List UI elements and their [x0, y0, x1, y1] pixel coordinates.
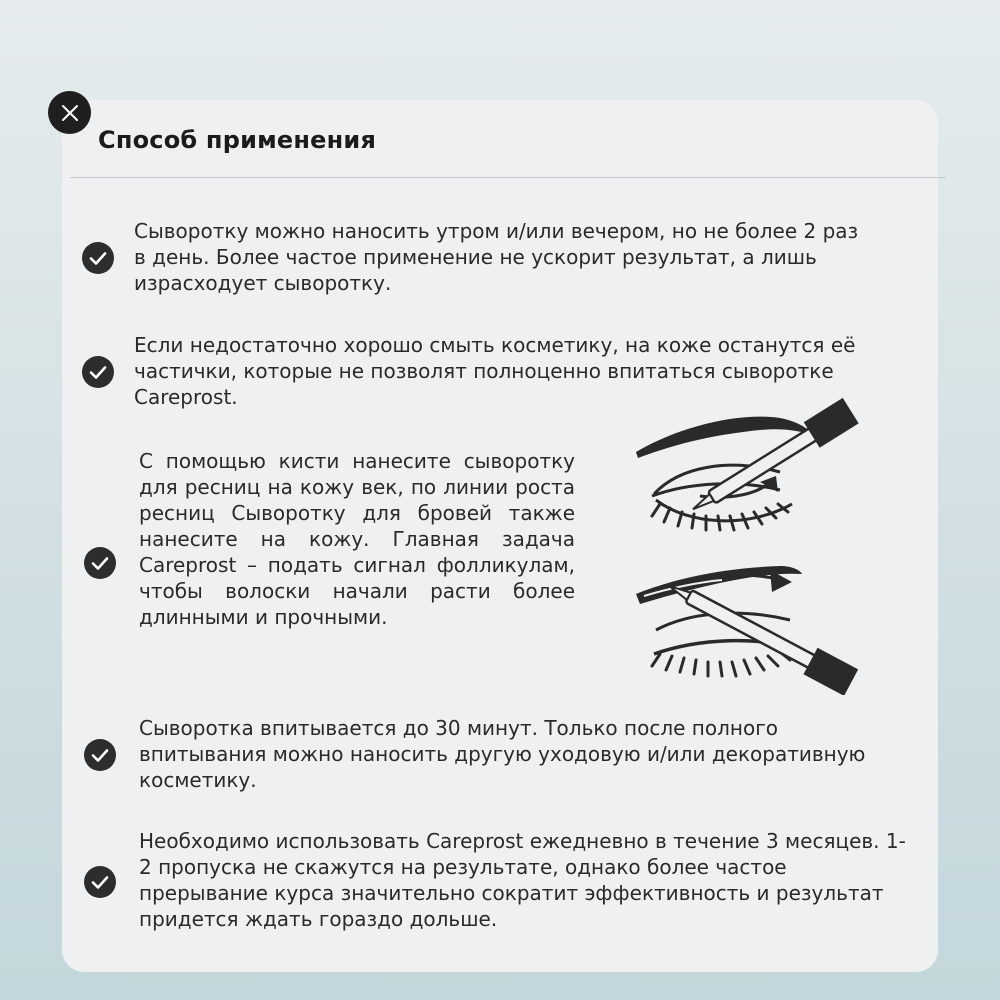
step-4-text: Сыворотка впитывается до 30 минут. Только после полного впитывания можно наносить другую уходовую и/или декоративную косметику. [139, 716, 866, 792]
brow-serum-application-illustration [630, 550, 870, 695]
check-circle-icon [84, 866, 116, 898]
step-2-text: Если недостаточно хорошо смыть косметику, на коже останутся её частички, которые не позволят полноценно впитаться сыворотке Careprost. [134, 333, 856, 409]
step-1-text: Сыворотку можно наносить утром и/или вечером, но не более 2 раз в день. Более частое применение не ускорит результат, а лишь израсходует сыворотку. [134, 219, 859, 295]
dialog-title: Способ применения [98, 126, 377, 154]
close-icon [60, 103, 80, 123]
title-divider [70, 177, 946, 178]
check-circle-icon [84, 547, 116, 579]
step-3-text: С помощью кисти нанесите сыворотку для ресниц на кожу век, по линии роста ресниц Сыворотку для бровей также нанесите на кожу. Главная задача Careprost – подать сигнал фолликулам, чтобы волоски начали расти более длинными и прочными. [139, 449, 575, 629]
close-button[interactable] [48, 91, 91, 134]
step-5-text: Необходимо использовать Careprost ежедневно в течение 3 месяцев. 1-2 пропуска не скажутся на результате, однако более частое прерывание курса значительно сократит эффективность и результат придется ждать гораздо дольше. [139, 829, 906, 931]
check-circle-icon [82, 356, 114, 388]
check-circle-icon [84, 739, 116, 771]
check-circle-icon [82, 242, 114, 274]
eyelash-serum-application-illustration [630, 396, 870, 546]
